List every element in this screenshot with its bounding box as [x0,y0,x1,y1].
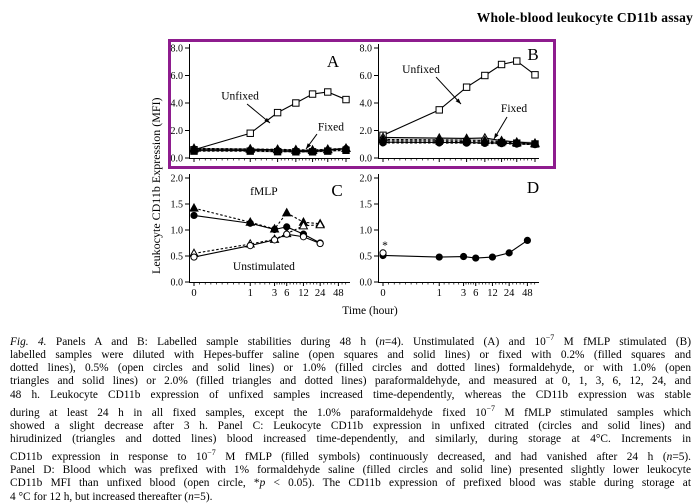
svg-text:0.5: 0.5 [359,251,372,263]
svg-text:*: * [382,240,388,253]
caption-line: Fig. 4. Panels A and B: Labelled sample stabilities during 48 h (n=4). Unstimulated (A) and $10^{-7}$ M fMLP stimulated (B) [10,333,691,348]
caption-line: labelled samples were diluted with Hepes-buffer saline (open squares and solid lines) or fixed with 0.2% (filled squares and [10,348,691,361]
svg-text:6.0: 6.0 [170,71,183,82]
svg-text:B: B [527,45,539,64]
svg-text:12: 12 [487,288,498,299]
svg-text:2.0: 2.0 [170,126,183,137]
panel-d-chart [335,164,553,306]
svg-text:Unfixed: Unfixed [402,63,440,76]
x-axis-label: Time (hour) [342,305,398,317]
svg-text:1.0: 1.0 [170,225,183,237]
svg-text:Fixed: Fixed [500,102,528,115]
caption-line: during at least 24 h in all fixed samples, except the 1.0% paraformaldehyde fixed $10^{-7}$ M fMLP stimulated samples which [10,403,691,419]
svg-text:1: 1 [436,288,442,299]
svg-text:1.5: 1.5 [359,199,372,211]
caption-line: dotted lines), 0.5% (open circles and solid lines) or 1.0% (filled circles and dotted lines) formaldehyde, or with 1.0% (open [10,362,691,375]
svg-text:D: D [526,178,540,197]
svg-text:6: 6 [473,288,479,299]
svg-text:6.0: 6.0 [359,71,372,82]
svg-text:2.0: 2.0 [170,173,183,185]
y-axis-label: Leukocyte CD11b Expression (MFI) [149,97,163,275]
svg-text:48: 48 [333,288,344,299]
svg-text:Fixed: Fixed [317,121,345,134]
caption-line: triangles and solid lines) or 2.0% (filled triangles and dotted lines) paraformaldehyde, and measured at 0, 1, 3, 6, 12, 24, and [10,375,691,388]
svg-text:2.0: 2.0 [359,173,372,185]
svg-text:8.0: 8.0 [359,43,372,55]
svg-text:0.0: 0.0 [359,153,372,165]
panel-b-chart [335,34,553,170]
svg-text:fMLP: fMLP [250,185,278,198]
panel-c-chart [146,164,364,306]
figure-title: Whole-blood leukocyte CD11b assay [476,10,693,25]
caption-line: Panel D: Blood which was prefixed with 1% formaldehyde saline (filled circles and solid line) presented slightly lower leukocyte [10,464,691,477]
caption-line: 4 °C for 12 h, but increased thereafter (n=5). [10,490,213,503]
svg-text:24: 24 [503,288,515,299]
svg-text:3: 3 [271,288,278,299]
svg-text:0: 0 [191,288,197,299]
svg-text:0.5: 0.5 [170,251,183,263]
svg-text:A: A [326,52,340,71]
svg-text:8.0: 8.0 [170,43,183,55]
caption-line: showed a slight decrease after 3 h. Panel C: Leukocyte CD11b expression in unfixed citrated (circles and solid lines) and [10,419,691,432]
svg-text:0.0: 0.0 [170,277,183,289]
svg-text:1: 1 [247,288,253,299]
svg-text:0.0: 0.0 [359,277,372,289]
svg-text:3: 3 [460,288,467,299]
caption-line: 48 h. Leukocyte CD11b expression of unfixed samples increased time-dependently, whereas the CD11b expression was stable [10,388,691,401]
svg-text:6: 6 [284,288,290,299]
svg-text:0.0: 0.0 [170,153,183,165]
svg-text:C: C [331,181,343,200]
svg-text:24: 24 [314,288,326,299]
svg-text:Unfixed: Unfixed [221,90,259,103]
svg-text:4.0: 4.0 [170,98,183,110]
svg-text:4.0: 4.0 [359,98,372,110]
caption-line: hirudinized (triangles and dotted lines) blood increased time-dependently, and similarly, during storage at 4°C. Increments in [10,432,691,445]
svg-text:Unstimulated: Unstimulated [232,261,295,274]
caption-line: CD11b expression in response to $10^{-7}$ M fMLP (filled symbols) continuously decreased, and had vanished after 24 h (n=5). [10,448,691,463]
svg-text:12: 12 [298,288,309,299]
svg-text:2.0: 2.0 [359,126,372,137]
figure-caption [10,331,691,504]
svg-text:1.5: 1.5 [170,199,183,211]
svg-text:0: 0 [380,288,386,299]
panel-a-chart [146,34,364,170]
caption-line: CD11b MFI than unfixed blood (open circle, *p < 0.05). The CD11b expression of prefixed blood was stable during storage at [10,477,691,490]
svg-text:48: 48 [522,288,533,299]
svg-text:1.0: 1.0 [359,225,372,237]
